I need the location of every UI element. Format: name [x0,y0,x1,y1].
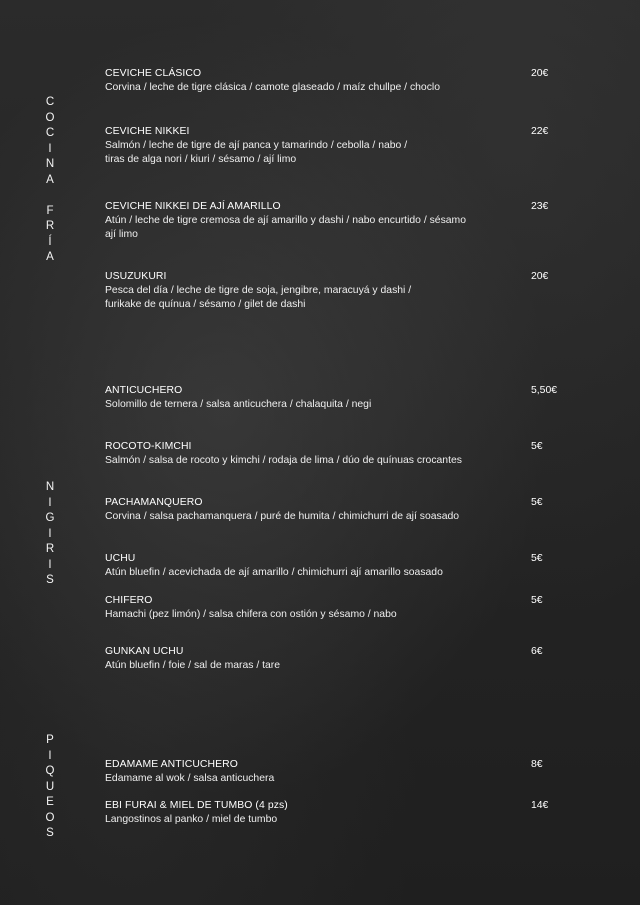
section-letter: S [46,574,54,586]
section-letter: G [45,512,55,524]
menu-item [105,758,575,786]
item-name: ROCOTO-KIMCHI [105,441,192,452]
section-letter: F [46,204,54,217]
item-price: 5€ [531,595,543,606]
item-name: EDAMAME ANTICUCHERO [105,759,238,770]
item-name: CEVICHE NIKKEI DE AJÍ AMARILLO [105,201,281,212]
section-label-cocina-fria [44,95,56,266]
item-name: CEVICHE CLÁSICO [105,68,202,79]
section-letter: N [45,158,55,170]
section-letter: E [46,796,54,808]
section-letter: I [48,527,52,540]
item-description: Pesca del día / leche de tigre de soja, jengibre, maracuyá y dashi / furikake de quínua / sésamo / gilet de dashi [105,285,412,310]
menu-item [105,384,575,412]
section-label-nigiris [44,480,56,589]
section-letter: Í [48,235,52,248]
item-price: 6€ [531,646,543,657]
section-letter: C [45,127,55,139]
item-description: Corvina / salsa pachamanquera / puré de humita / chimichurri de ají soasado [105,511,460,522]
item-description: Salmón / leche de tigre de ají panca y tamarindo / cebolla / nabo / tiras de alga nori / kiuri / sésamo / ají limo [105,140,408,165]
item-price: 5€ [531,497,543,508]
section-letter: U [45,780,55,793]
menu-item [105,799,575,827]
item-price: 23€ [531,201,549,212]
section-letter: P [46,734,54,746]
item-price: 5€ [531,441,543,452]
section-letter: S [46,827,54,839]
section-letter: N [45,481,55,493]
section-letter: I [48,749,52,762]
item-description: Atún bluefin / acevichada de ají amarillo / chimichurri ají amarillo soasado [105,567,443,578]
menu-item [105,594,575,622]
section-letter: I [48,142,52,155]
item-name: GUNKAN UCHU [105,646,184,657]
item-name: PACHAMANQUERO [105,497,203,508]
section-letter: A [46,173,54,186]
item-description: Edamame al wok / salsa anticuchera [105,773,275,784]
item-price: 8€ [531,759,543,770]
menu-item [105,125,575,167]
menu-item [105,200,575,242]
item-price: 5€ [531,553,543,564]
item-price: 20€ [531,271,549,282]
item-name: USUZUKURI [105,271,167,282]
item-description: Salmón / salsa de rocoto y kimchi / rodaja de lima / dúo de quínuas crocantes [105,455,462,466]
item-name: ANTICUCHERO [105,385,183,396]
section-letter: Q [45,765,55,777]
menu-item [105,270,575,312]
menu-item [105,67,575,95]
item-name: UCHU [105,553,136,564]
item-price: 5,50€ [531,385,558,396]
section-letter: A [46,251,54,263]
section-letter: I [48,496,52,509]
item-price: 14€ [531,800,549,811]
item-name: CHIFERO [105,595,153,606]
item-price: 20€ [531,68,549,79]
item-description: Corvina / leche de tigre clásica / camote glaseado / maíz chullpe / choclo [105,82,440,93]
item-name: EBI FURAI & MIEL DE TUMBO (4 pzs) [105,800,288,811]
section-letter: O [45,811,55,824]
item-description: Atún bluefin / foie / sal de maras / tare [105,660,281,671]
item-description: Atún / leche de tigre cremosa de ají amarillo y dashi / nabo encurtido / sésamo ají limo [105,215,466,240]
section-letter: R [45,543,55,555]
item-description: Hamachi (pez limón) / salsa chifera con ostión y sésamo / nabo [105,609,397,620]
item-description: Solomillo de ternera / salsa anticuchera / chalaquita / negi [105,399,372,410]
menu-item [105,645,575,673]
menu-item [105,552,575,580]
menu-item [105,440,575,468]
menu-item [105,496,575,524]
section-letter: C [45,96,55,108]
section-label-piqueos [44,733,56,842]
item-name: CEVICHE NIKKEI [105,126,190,137]
section-letter: I [48,558,52,571]
item-description: Langostinos al panko / miel de tumbo [105,814,278,825]
section-letter: O [45,111,55,124]
item-price: 22€ [531,126,549,137]
section-letter: R [45,220,55,232]
